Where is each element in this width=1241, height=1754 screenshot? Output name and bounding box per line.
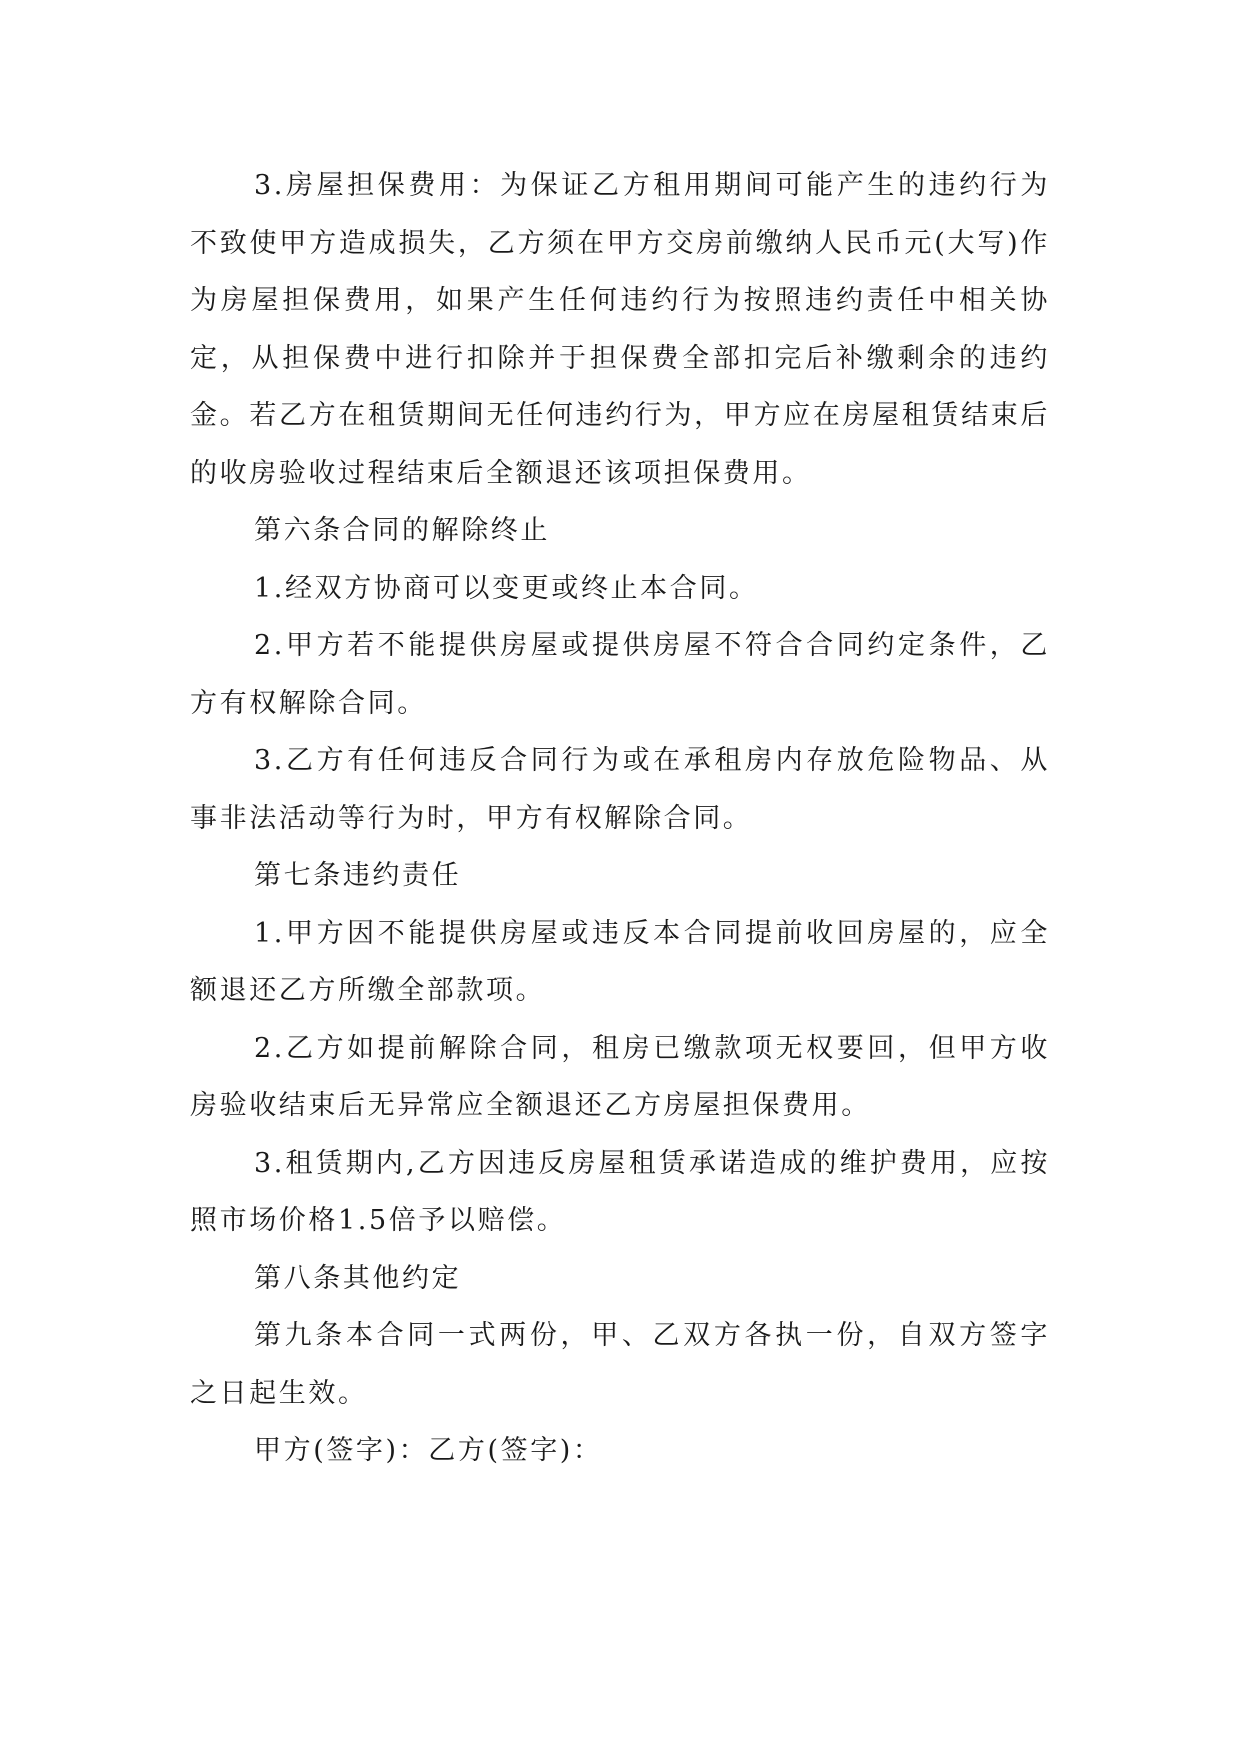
article-6-item-2: 2.甲方若不能提供房屋或提供房屋不符合合同约定条件，乙方有权解除合同。	[190, 630, 1050, 719]
article-6-item-1: 1.经双方协商可以变更或终止本合同。	[254, 572, 759, 604]
article-7-item-1: 1.甲方因不能提供房屋或违反本合同提前收回房屋的，应全额退还乙方所缴全部款项。	[190, 917, 1050, 1006]
document-body	[190, 157, 1050, 1480]
article-7-item-2: 2.乙方如提前解除合同，租房已缴款项无权要回，但甲方收房验收结束后无异常应全额退还乙方房屋担保费用。	[190, 1032, 1050, 1121]
signature-line: 甲方(签字)：乙方(签字)：	[254, 1435, 603, 1466]
article-7-heading: 第七条违约责任	[254, 860, 462, 891]
article-6-item-3: 3.乙方有任何违反合同行为或在承租房内存放危险物品、从事非法活动等行为时，甲方有权解除合同。	[190, 745, 1050, 834]
article-9-text: 第九条本合同一式两份，甲、乙双方各执一份，自双方签字之日起生效。	[190, 1320, 1050, 1409]
article-7-item-3: 3.租赁期内,乙方因违反房屋租赁承诺造成的维护费用，应按照市场价格1.5倍予以赔偿。	[190, 1147, 1050, 1236]
article-8-heading: 第八条其他约定	[254, 1262, 462, 1294]
clause-guarantee-fee: 3.房屋担保费用：为保证乙方租用期间可能产生的违约行为不致使甲方造成损失，乙方须在甲方交房前缴纳人民币元(大写)作为房屋担保费用，如果产生任何违约行为按照违约责任中相关协定，从担保费中进行扣除并于担保费全部扣完后补缴剩余的违约金。若乙方在租赁期间无任何违约行为，甲方应在房屋租赁结束后的收房验收过程结束后全额退还该项担保费用。	[190, 170, 1050, 489]
article-6-heading: 第六条合同的解除终止	[254, 515, 550, 546]
